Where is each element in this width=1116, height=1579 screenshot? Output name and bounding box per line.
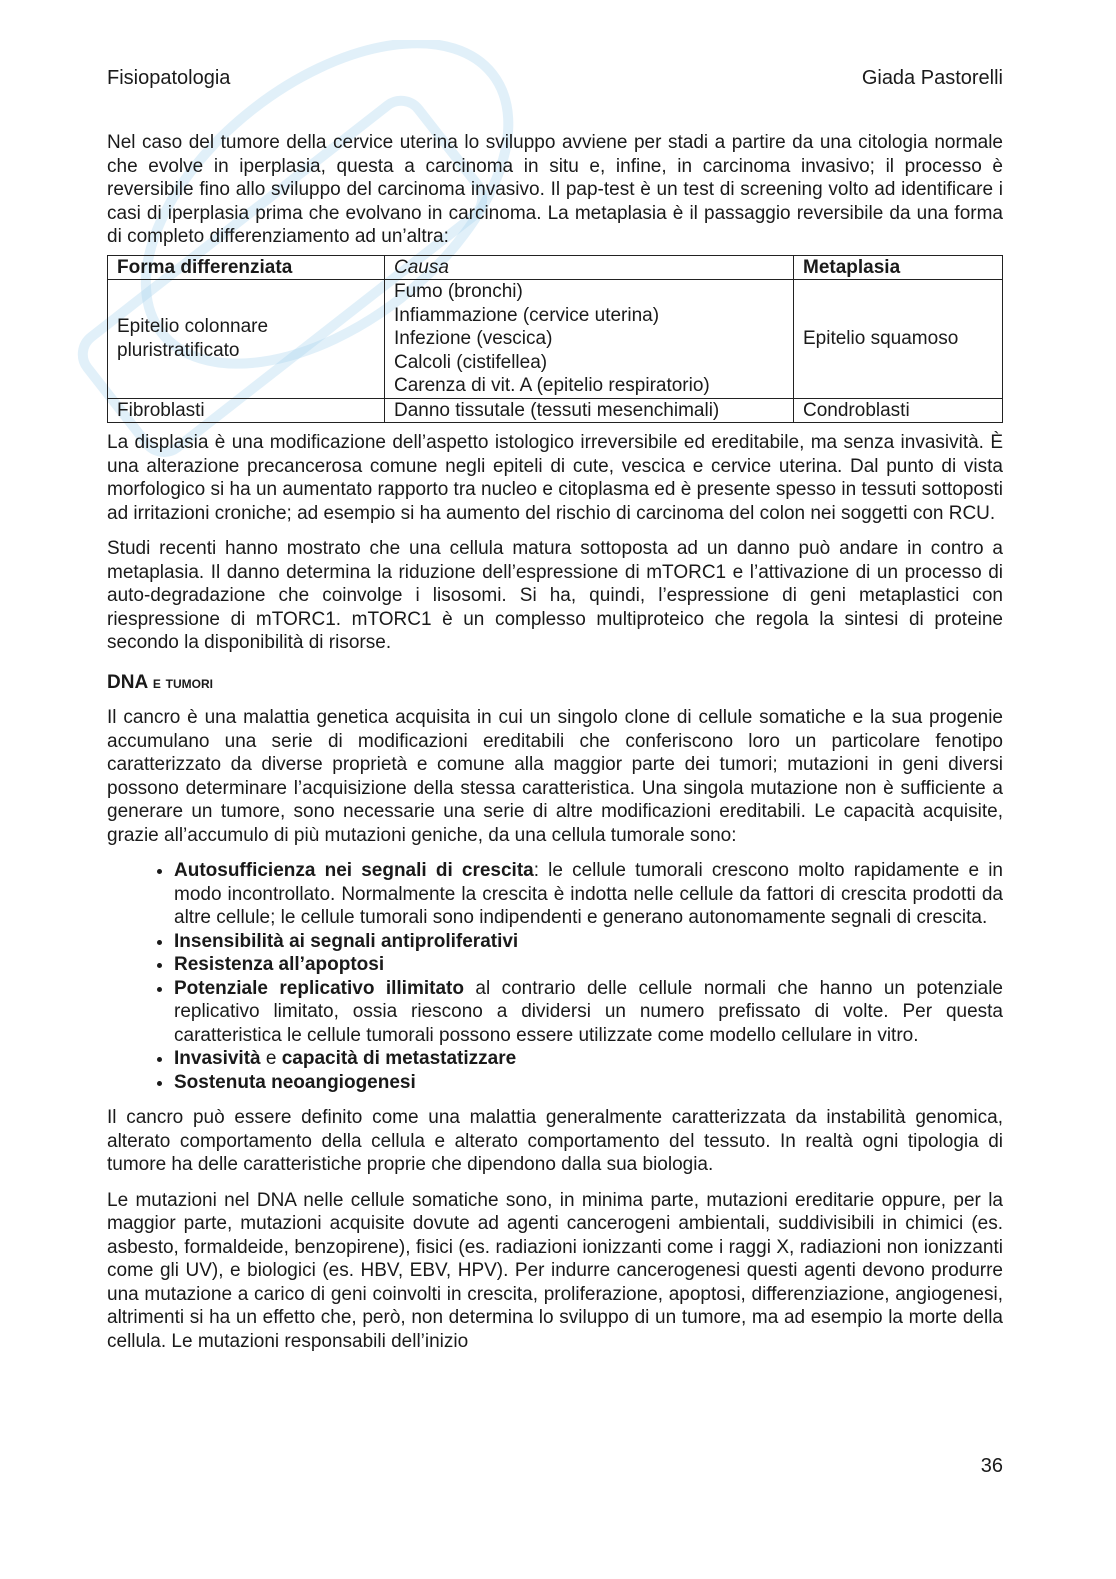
table-header-cell: Causa bbox=[385, 255, 794, 280]
list-item-text: al contrario delle cellule normali che hanno un potenziale replicativo limitato, ossia riescono a dividersi un numero prefissato di volte. Per questa caratteristica le cellule tumorali possono essere utilizzate come modello cellulare in vitro. bbox=[174, 977, 1003, 1046]
list-item-text: : le cellule tumorali crescono molto rapidamente e in modo incontrollato. Normalmente la crescita è indotta nelle cellule da fattori di crescita prodotti da altre cellule; le cellule tumorali sono indipendenti e generano autonomamente segnali di crescita. bbox=[174, 860, 1003, 928]
cause-item: Infezione (vescica) bbox=[394, 328, 553, 349]
table-cell: Epitelio colonnare pluristratificato bbox=[108, 280, 385, 399]
table-header-cell: Metaplasia bbox=[794, 255, 1003, 280]
list-item bbox=[174, 930, 1003, 954]
list-item-bold: Resistenza all’apoptosi bbox=[174, 954, 385, 975]
page-number: 36 bbox=[980, 1455, 1003, 1477]
list-item-bold: Insensibilità ai segnali antiproliferativi bbox=[174, 930, 519, 952]
table-header-row bbox=[108, 255, 1003, 280]
paragraph: Le mutazioni nel DNA nelle cellule somatiche sono, in minima parte, mutazioni ereditarie oppure, per la maggior parte, mutazioni acquisite dovute ad agenti cancerogeni ambientali, suddivisibili in chimici (es. asbesto, formaldeide, benzopirene), fisici (es. radiazioni ionizzanti come i raggi X, radiazioni non ionizzanti come gli UV), e biologici (es. HBV, EBV, HPV). Per indurre cancerogenesi questi agenti devono produrre una mutazione a carico di geni coinvolti in crescita, proliferazione, apoptosi, differenziazione, angiogenesi, altrimenti si ha un effetto che, però, non determina lo sviluppo di un tumore, ma ad esempio la morte della cellula. Le mutazioni responsabili dell’inizio bbox=[107, 1189, 1003, 1352]
list-item-bold: Invasività bbox=[174, 1048, 261, 1069]
header-author: Giada Pastorelli bbox=[861, 67, 1003, 89]
capabilities-list bbox=[107, 859, 1003, 1094]
table-cell: Condroblasti bbox=[794, 398, 1003, 423]
header-course-title: Fisiopatologia bbox=[107, 67, 231, 89]
list-item bbox=[174, 859, 1003, 930]
list-item-bold: capacità di metastatizzare bbox=[281, 1048, 517, 1069]
paragraph: Studi recenti hanno mostrato che una cellula matura sottoposta ad un danno può andare in contro a metaplasia. Il danno determina la riduzione dell’espressione di mTORC1 e l’attivazione di un processo di auto-degradazione che coinvolge i lisosomi. Si ha, quindi, l’espressione di geni metaplastici con riespressione di mTORC1. mTORC1 è un complesso multiproteico che regola la sintesi di proteine secondo la disponibilità di risorse. bbox=[107, 538, 1003, 653]
list-item-text: e bbox=[260, 1048, 282, 1069]
cause-item: Infiammazione (cervice uterina) bbox=[394, 304, 660, 326]
list-item bbox=[174, 977, 1003, 1048]
table-cell: Danno tissutale (tessuti mesenchimali) bbox=[385, 398, 794, 423]
list-item-bold: Sostenuta neoangiogenesi bbox=[174, 1071, 416, 1093]
section-heading bbox=[107, 671, 1003, 695]
page-body bbox=[107, 131, 1003, 1365]
list-item bbox=[174, 1071, 1003, 1095]
metaplasia-table bbox=[107, 255, 1003, 424]
paragraph: Il cancro può essere definito come una malattia generalmente caratterizzata da instabilità genomica, alterato comportamento della cellula e alterato comportamento del tessuto. In realtà ogni tipologia di tumore ha delle caratteristiche proprie che dipendono dalla sua biologia. bbox=[107, 1107, 1003, 1175]
section-heading-rest: e tumori bbox=[152, 672, 213, 692]
list-item-bold: Potenziale replicativo illimitato bbox=[174, 977, 464, 999]
list-item bbox=[174, 1047, 1003, 1071]
table-cell: Fibroblasti bbox=[108, 398, 385, 423]
table-cell-causes bbox=[385, 280, 794, 399]
section-heading-main: DNA bbox=[107, 671, 149, 693]
table-cell: Epitelio squamoso bbox=[794, 280, 1003, 399]
cause-item: Fumo (bronchi) bbox=[394, 281, 523, 302]
paragraph: Il cancro è una malattia genetica acquisita in cui un singolo clone di cellule somatiche e la sua progenie accumulano una serie di modificazioni ereditabili che conferiscono loro un particolare fenotipo caratterizzato da diverse proprietà e comune alla maggior parte dei tumori; mutazioni in geni diversi possono determinare l’acquisizione della stessa caratteristica. Una singola mutazione non è sufficiente a generare un tumore, sono necessarie una serie di altre modificazioni ereditabili. Le capacità acquisite, grazie all’accumulo di più mutazioni geniche, da una cellula tumorale sono: bbox=[107, 707, 1003, 846]
table-row bbox=[108, 280, 1003, 399]
cause-item: Calcoli (cistifellea) bbox=[394, 351, 548, 373]
paragraph: La displasia è una modificazione dell’aspetto istologico irreversibile ed ereditabile, ma senza invasività. È una alterazione precancerosa comune negli epiteli di cute, vescica e cervice uterina. Dal punto di vista morfologico si ha un aumentato rapporto tra nucleo e citoplasma ed è presente spesso in tessuti sottoposti ad irritazioni croniche; ad esempio si ha aumento del rischio di carcinoma del colon nei soggetti con RCU. bbox=[107, 432, 1003, 524]
list-item bbox=[174, 953, 1003, 977]
table-header-cell: Forma differenziata bbox=[108, 255, 385, 280]
cause-item: Carenza di vit. A (epitelio respiratorio) bbox=[394, 375, 710, 396]
table-row bbox=[108, 398, 1003, 423]
list-item-bold: Autosufficienza nei segnali di crescita bbox=[174, 860, 534, 881]
paragraph: Nel caso del tumore della cervice uterina lo sviluppo avviene per stadi a partire da una citologia normale che evolve in iperplasia, questa a carcinoma in situ e, infine, in carcinoma invasivo; il processo è reversibile fino allo sviluppo del carcinoma invasivo. Il pap-test è un test di screening volto ad identificare i casi di iperplasia prima che evolvano in carcinoma. La metaplasia è il passaggio reversibile da una forma di completo differenziamento ad un’altra: bbox=[107, 132, 1003, 247]
